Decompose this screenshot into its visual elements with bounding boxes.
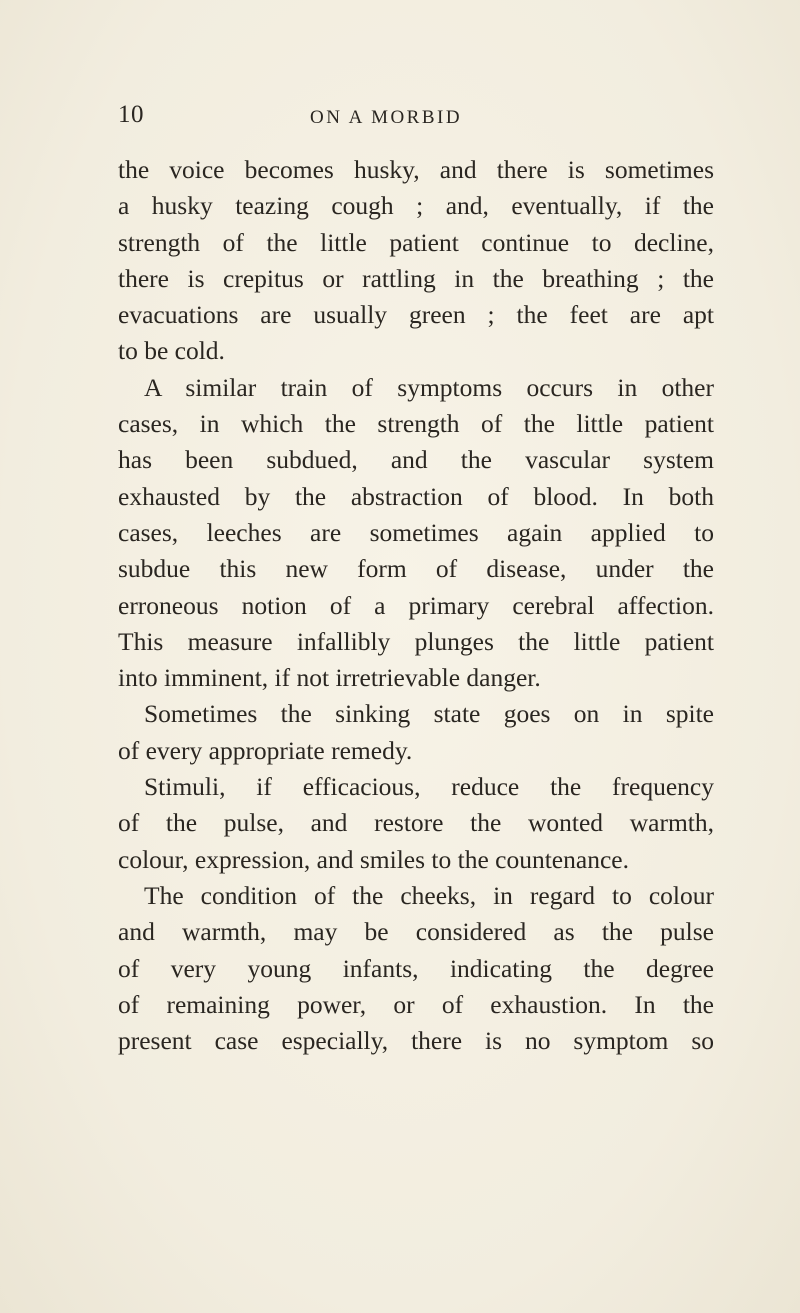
text-line: This measure infallibly plunges the little patient xyxy=(118,626,714,656)
text-line: present case especially, there is no symptom so xyxy=(118,1026,714,1056)
text-line: colour, expression, and smiles to the countenance. xyxy=(118,844,629,874)
text-line: subdue this new form of disease, under the xyxy=(118,554,714,584)
text-line: The condition of the cheeks, in regard to colour xyxy=(144,880,714,910)
text-line: a husky teazing cough ; and, eventually, if the xyxy=(118,191,714,221)
text-line: there is crepitus or rattling in the breathing ; the xyxy=(118,263,714,293)
text-line: A similar train of symptoms occurs in other xyxy=(144,372,714,402)
text-line: has been subdued, and the vascular system xyxy=(118,445,714,475)
text-line: Sometimes the sinking state goes on in spite xyxy=(144,699,714,729)
text-line: the voice becomes husky, and there is sometimes xyxy=(118,155,714,184)
running-head: ON A MORBID xyxy=(310,107,463,128)
page-number: 10 xyxy=(118,101,144,128)
text-line: cases, in which the strength of the little patient xyxy=(118,409,714,439)
body-text xyxy=(118,152,714,1059)
text-line: of the pulse, and restore the wonted warmth, xyxy=(118,808,714,838)
text-line: and warmth, may be considered as the pulse xyxy=(118,917,714,947)
text-line: cases, leeches are sometimes again applied to xyxy=(118,517,714,547)
text-line: Stimuli, if efficacious, reduce the frequency xyxy=(144,772,714,802)
text-line: strength of the little patient continue to decline, xyxy=(118,227,714,257)
text-line: of very young infants, indicating the degree xyxy=(118,953,714,983)
text-line: evacuations are usually green ; the feet are apt xyxy=(118,300,714,330)
text-line: erroneous notion of a primary cerebral affection. xyxy=(118,590,714,620)
text-line: into imminent, if not irretrievable danger. xyxy=(118,663,541,693)
text-line: exhausted by the abstraction of blood. In both xyxy=(118,481,714,511)
text-line: of remaining power, or of exhaustion. In the xyxy=(118,989,714,1019)
text-line: of every appropriate remedy. xyxy=(118,735,413,765)
text-line: to be cold. xyxy=(118,336,225,366)
